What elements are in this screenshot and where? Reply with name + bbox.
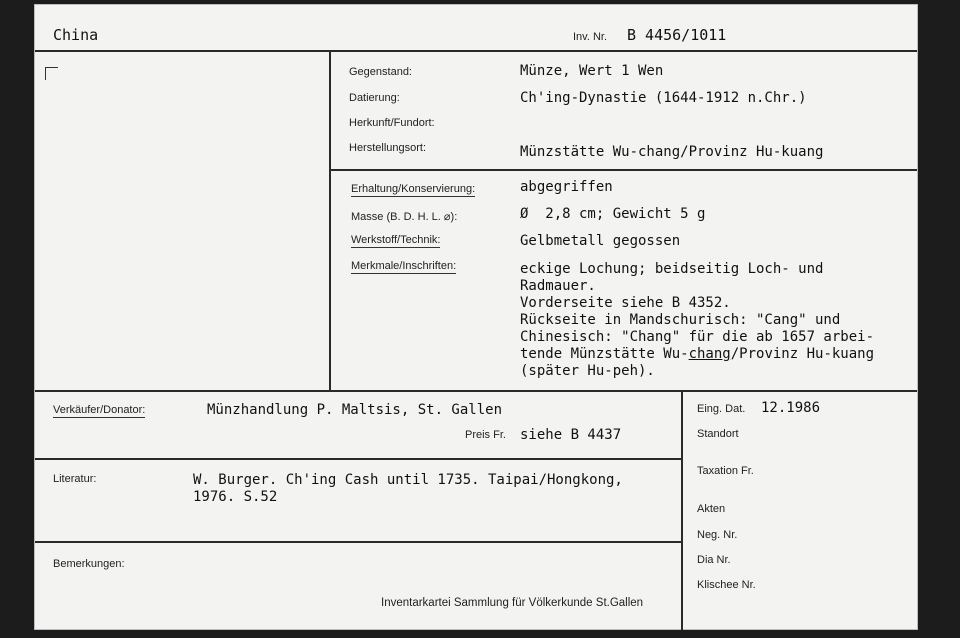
literatur-text	[193, 472, 623, 506]
merkmale-line-7: (später Hu-peh).	[520, 363, 655, 379]
preis-label: Preis Fr.	[465, 429, 506, 441]
herstellungsort-label: Herstellungsort:	[349, 142, 427, 154]
merkmale-label: Merkmale/Inschriften:	[351, 260, 457, 272]
merkmale-line-2: Radmauer.	[520, 278, 596, 294]
literatur-label: Literatur:	[53, 473, 97, 485]
literatur-line-1: W. Burger. Ch'ing Cash until 1735. Taipai/Hongkong,	[193, 472, 623, 488]
gegenstand-label: Gegenstand:	[349, 66, 412, 78]
masse-label: Masse (B. D. H. L. ⌀):	[351, 211, 458, 223]
section-divider-4	[35, 541, 681, 543]
inventory-card	[34, 4, 918, 630]
section-divider-3	[35, 458, 681, 460]
merkmale-line-6-pre: tende Münzstätte Wu-	[520, 346, 689, 362]
vertical-divider-bottom	[681, 390, 683, 630]
section-divider-2	[35, 390, 917, 392]
verkaeufer-label: Verkäufer/Donator:	[53, 404, 146, 416]
dia-nr-label: Dia Nr.	[697, 554, 731, 566]
herstellungsort-value: Münzstätte Wu-chang/Provinz Hu-kuang	[520, 144, 824, 160]
eing-dat-value: 12.1986	[761, 400, 821, 416]
masse-value: Ø 2,8 cm; Gewicht 5 g	[520, 206, 706, 222]
datierung-label: Datierung:	[349, 92, 400, 104]
neg-nr-label: Neg. Nr.	[697, 529, 738, 541]
merkmale-line-1: eckige Lochung; beidseitig Loch- und	[520, 261, 824, 277]
bemerkungen-label: Bemerkungen:	[53, 558, 125, 570]
gegenstand-value: Münze, Wert 1 Wen	[520, 63, 664, 79]
taxation-label: Taxation Fr.	[697, 465, 754, 477]
merkmale-line-6	[520, 346, 874, 363]
merkmale-line-6-post: /Provinz Hu-kuang	[730, 346, 875, 362]
merkmale-line-6-underlined: chang	[688, 346, 731, 362]
klischee-nr-label: Klischee Nr.	[697, 579, 756, 591]
akten-label: Akten	[697, 503, 726, 515]
preis-value: siehe B 4437	[520, 427, 622, 443]
werkstoff-label: Werkstoff/Technik:	[351, 234, 441, 246]
merkmale-line-3: Vorderseite siehe B 4352.	[520, 295, 731, 311]
werkstoff-value: Gelbmetall gegossen	[520, 233, 681, 249]
merkmale-line-5: Chinesisch: "Chang" für die ab 1657 arbei-	[520, 329, 875, 345]
header-divider	[35, 50, 917, 52]
corner-mark	[45, 67, 58, 80]
country-label: China	[53, 26, 99, 44]
card-footer: Inventarkartei Sammlung für Völkerkunde St.Gallen	[381, 597, 644, 609]
eing-dat-label: Eing. Dat.	[697, 403, 746, 415]
herkunft-label: Herkunft/Fundort:	[349, 117, 435, 129]
erhaltung-value: abgegriffen	[520, 179, 613, 195]
literatur-line-2: 1976. S.52	[193, 489, 278, 505]
merkmale-text	[520, 261, 874, 380]
verkaeufer-value: Münzhandlung P. Maltsis, St. Gallen	[207, 402, 503, 418]
merkmale-line-4: Rückseite in Mandschurisch: "Cang" und	[520, 312, 841, 328]
inv-number-label: Inv. Nr.	[573, 31, 608, 43]
inv-number: B 4456/1011	[627, 26, 727, 44]
vertical-divider-top	[329, 50, 331, 391]
standort-label: Standort	[697, 428, 739, 440]
datierung-value: Ch'ing-Dynastie (1644-1912 n.Chr.)	[520, 90, 807, 106]
erhaltung-label: Erhaltung/Konservierung:	[351, 183, 476, 195]
section-divider-1	[329, 169, 917, 171]
